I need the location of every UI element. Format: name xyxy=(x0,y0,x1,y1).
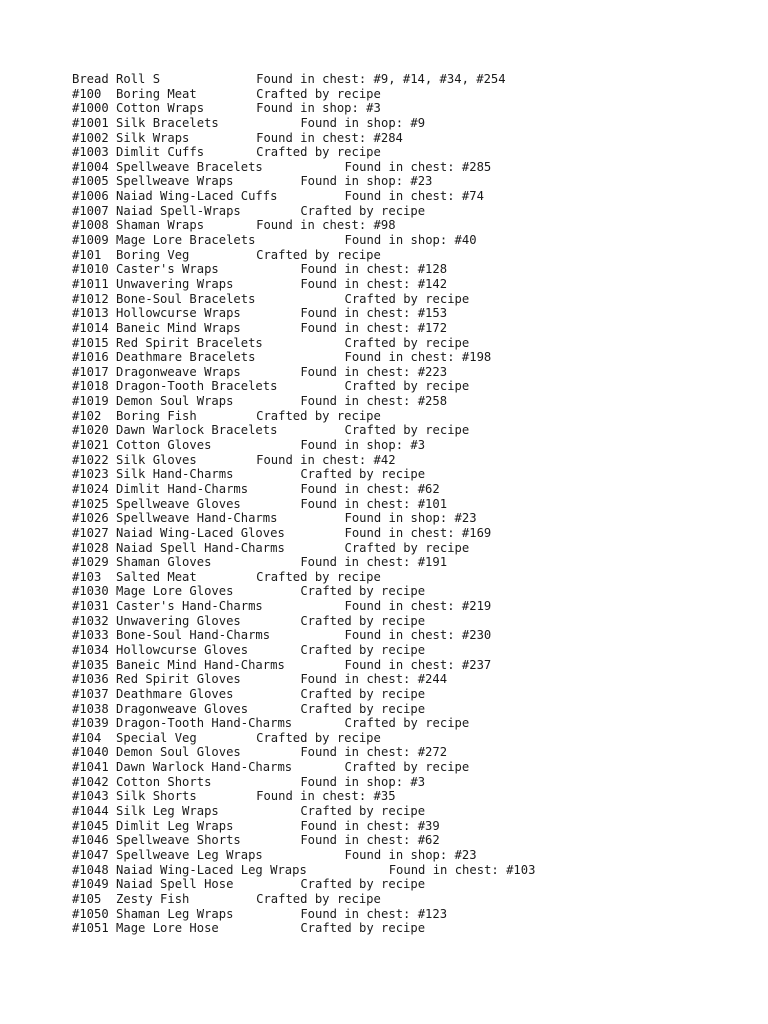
list-line xyxy=(72,248,752,263)
item-name: #1007 Naiad Spell-Wraps xyxy=(72,203,241,218)
list-line xyxy=(72,716,752,731)
item-name: #1037 Deathmare Gloves xyxy=(72,686,234,701)
item-source: Crafted by recipe xyxy=(344,540,470,555)
item-source: Found in shop: #23 xyxy=(344,847,477,862)
list-line xyxy=(72,687,752,702)
item-name: #1006 Naiad Wing-Laced Cuffs xyxy=(72,189,278,204)
item-source: Found in chest: #103 xyxy=(388,862,536,877)
item-name: #1002 Silk Wraps xyxy=(72,130,190,145)
item-name: #1022 Silk Gloves xyxy=(72,452,197,467)
item-name: #1018 Dragon-Tooth Bracelets xyxy=(72,379,278,394)
list-line xyxy=(72,819,752,834)
item-source: Found in shop: #40 xyxy=(344,233,477,248)
list-line xyxy=(72,848,752,863)
item-source: Found in shop: #3 xyxy=(300,774,426,789)
list-line xyxy=(72,511,752,526)
item-name: #1012 Bone-Soul Bracelets xyxy=(72,291,256,306)
list-line xyxy=(72,116,752,131)
list-line xyxy=(72,804,752,819)
list-line xyxy=(72,599,752,614)
list-line xyxy=(72,921,752,936)
list-line xyxy=(72,892,752,907)
item-source: Crafted by recipe xyxy=(344,716,470,731)
item-name: #1030 Mage Lore Gloves xyxy=(72,584,234,599)
item-source: Crafted by recipe xyxy=(344,760,470,775)
item-name: #1001 Silk Bracelets xyxy=(72,115,219,130)
item-source: Found in chest: #219 xyxy=(344,599,492,614)
item-source: Found in shop: #3 xyxy=(256,101,381,116)
item-source: Crafted by recipe xyxy=(344,335,470,350)
item-source: Crafted by recipe xyxy=(256,247,381,262)
item-source: Crafted by recipe xyxy=(300,686,426,701)
item-source: Found in chest: #285 xyxy=(344,159,492,174)
item-name: #103 Salted Meat xyxy=(72,569,197,584)
item-source: Crafted by recipe xyxy=(300,921,426,936)
item-source: Crafted by recipe xyxy=(344,291,470,306)
list-line xyxy=(72,262,752,277)
list-line xyxy=(72,87,752,102)
list-line xyxy=(72,658,752,673)
item-source: Crafted by recipe xyxy=(256,408,381,423)
item-name: #1005 Spellweave Wraps xyxy=(72,174,234,189)
item-name: #1023 Silk Hand-Charms xyxy=(72,467,234,482)
list-line xyxy=(72,584,752,599)
item-name: #1009 Mage Lore Bracelets xyxy=(72,233,256,248)
item-name: #1034 Hollowcurse Gloves xyxy=(72,642,249,657)
item-name: #1020 Dawn Warlock Bracelets xyxy=(72,423,278,438)
item-source: Found in shop: #3 xyxy=(300,438,426,453)
item-source: Found in chest: #258 xyxy=(300,394,448,409)
list-line xyxy=(72,907,752,922)
list-line xyxy=(72,101,752,116)
list-line xyxy=(72,555,752,570)
item-source: Found in chest: #153 xyxy=(300,306,448,321)
item-name: #1024 Dimlit Hand-Charms xyxy=(72,481,249,496)
item-name: #1041 Dawn Warlock Hand-Charms xyxy=(72,760,293,775)
list-line xyxy=(72,160,752,175)
item-name: #1019 Demon Soul Wraps xyxy=(72,394,234,409)
item-name: #1046 Spellweave Shorts xyxy=(72,833,241,848)
item-name: #1015 Red Spirit Bracelets xyxy=(72,335,263,350)
list-line xyxy=(72,702,752,717)
list-line xyxy=(72,409,752,424)
list-line xyxy=(72,745,752,760)
item-name: #1048 Naiad Wing-Laced Leg Wraps xyxy=(72,862,307,877)
item-name: #1043 Silk Shorts xyxy=(72,789,197,804)
item-source: Crafted by recipe xyxy=(300,642,426,657)
item-source: Found in chest: #74 xyxy=(344,189,484,204)
list-line xyxy=(72,365,752,380)
item-source: Crafted by recipe xyxy=(344,379,470,394)
list-line xyxy=(72,628,752,643)
item-source: Found in chest: #128 xyxy=(300,262,448,277)
item-name: #1042 Cotton Shorts xyxy=(72,774,212,789)
list-line xyxy=(72,833,752,848)
list-line xyxy=(72,233,752,248)
item-source: Crafted by recipe xyxy=(300,467,426,482)
item-source: Crafted by recipe xyxy=(256,891,381,906)
item-name: #1013 Hollowcurse Wraps xyxy=(72,306,241,321)
item-name: #100 Boring Meat xyxy=(72,86,197,101)
item-name: #1000 Cotton Wraps xyxy=(72,101,205,116)
list-line xyxy=(72,497,752,512)
item-source: Crafted by recipe xyxy=(256,730,381,745)
list-line xyxy=(72,877,752,892)
item-source: Found in shop: #23 xyxy=(344,511,477,526)
item-name: #1044 Silk Leg Wraps xyxy=(72,804,219,819)
item-source: Found in chest: #223 xyxy=(300,364,448,379)
item-name: #102 Boring Fish xyxy=(72,408,197,423)
item-name: #1025 Spellweave Gloves xyxy=(72,496,241,511)
item-name: #1016 Deathmare Bracelets xyxy=(72,350,256,365)
item-source: Found in chest: #123 xyxy=(300,906,448,921)
list-line xyxy=(72,863,752,878)
list-line xyxy=(72,760,752,775)
item-list-document xyxy=(72,72,752,936)
list-line xyxy=(72,189,752,204)
item-name: #1031 Caster's Hand-Charms xyxy=(72,599,263,614)
list-line xyxy=(72,379,752,394)
item-source: Crafted by recipe xyxy=(300,804,426,819)
list-line xyxy=(72,672,752,687)
list-line xyxy=(72,467,752,482)
item-name: #1003 Dimlit Cuffs xyxy=(72,145,205,160)
item-name: Bread Roll S xyxy=(72,72,161,86)
item-source: Found in chest: #198 xyxy=(344,350,492,365)
item-source: Found in chest: #172 xyxy=(300,320,448,335)
item-name: #1040 Demon Soul Gloves xyxy=(72,745,241,760)
item-source: Crafted by recipe xyxy=(300,701,426,716)
list-line xyxy=(72,731,752,746)
list-line xyxy=(72,131,752,146)
item-source: Found in chest: #98 xyxy=(256,218,396,233)
list-line xyxy=(72,526,752,541)
item-name: #1035 Baneic Mind Hand-Charms xyxy=(72,657,285,672)
item-name: #1011 Unwavering Wraps xyxy=(72,276,234,291)
item-source: Found in chest: #230 xyxy=(344,628,492,643)
list-line xyxy=(72,453,752,468)
item-name: #1032 Unwavering Gloves xyxy=(72,613,241,628)
item-source: Found in chest: #237 xyxy=(344,657,492,672)
item-source: Found in chest: #272 xyxy=(300,745,448,760)
item-source: Found in chest: #142 xyxy=(300,276,448,291)
item-name: #1029 Shaman Gloves xyxy=(72,555,212,570)
item-name: #1039 Dragon-Tooth Hand-Charms xyxy=(72,716,293,731)
list-line xyxy=(72,145,752,160)
item-name: #105 Zesty Fish xyxy=(72,891,190,906)
item-source: Found in chest: #62 xyxy=(300,833,440,848)
item-source: Crafted by recipe xyxy=(300,584,426,599)
item-name: #1028 Naiad Spell Hand-Charms xyxy=(72,540,285,555)
item-name: #1027 Naiad Wing-Laced Gloves xyxy=(72,525,285,540)
list-line xyxy=(72,350,752,365)
list-line xyxy=(72,423,752,438)
item-source: Found in chest: #39 xyxy=(300,818,440,833)
list-line xyxy=(72,306,752,321)
list-line xyxy=(72,541,752,556)
item-source: Found in shop: #9 xyxy=(300,115,426,130)
item-source: Found in chest: #284 xyxy=(256,130,403,145)
item-source: Crafted by recipe xyxy=(300,613,426,628)
item-source: Found in chest: #169 xyxy=(344,525,492,540)
item-source: Found in chest: #42 xyxy=(256,452,396,467)
list-line xyxy=(72,292,752,307)
list-line xyxy=(72,482,752,497)
list-line xyxy=(72,394,752,409)
item-name: #1038 Dragonweave Gloves xyxy=(72,701,249,716)
item-source: Found in chest: #244 xyxy=(300,672,448,687)
list-line xyxy=(72,277,752,292)
item-name: #1008 Shaman Wraps xyxy=(72,218,205,233)
item-name: #104 Special Veg xyxy=(72,730,197,745)
list-line xyxy=(72,72,752,87)
item-source: Found in chest: #9, #14, #34, #254 xyxy=(256,72,506,86)
item-source: Crafted by recipe xyxy=(300,203,426,218)
list-line xyxy=(72,321,752,336)
list-line xyxy=(72,174,752,189)
list-line xyxy=(72,204,752,219)
item-name: #1051 Mage Lore Hose xyxy=(72,921,219,936)
item-source: Crafted by recipe xyxy=(256,569,381,584)
item-source: Found in chest: #191 xyxy=(300,555,448,570)
item-name: #1026 Spellweave Hand-Charms xyxy=(72,511,278,526)
item-source: Crafted by recipe xyxy=(256,86,381,101)
item-name: #1010 Caster's Wraps xyxy=(72,262,219,277)
item-source: Crafted by recipe xyxy=(344,423,470,438)
list-line xyxy=(72,438,752,453)
item-name: #1033 Bone-Soul Hand-Charms xyxy=(72,628,271,643)
item-source: Found in chest: #101 xyxy=(300,496,448,511)
list-line xyxy=(72,789,752,804)
item-name: #1049 Naiad Spell Hose xyxy=(72,877,234,892)
item-source: Crafted by recipe xyxy=(256,145,381,160)
item-name: #1004 Spellweave Bracelets xyxy=(72,159,263,174)
item-name: #1017 Dragonweave Wraps xyxy=(72,364,241,379)
item-name: #101 Boring Veg xyxy=(72,247,190,262)
list-line xyxy=(72,570,752,585)
item-name: #1047 Spellweave Leg Wraps xyxy=(72,847,263,862)
item-name: #1050 Shaman Leg Wraps xyxy=(72,906,234,921)
item-source: Found in shop: #23 xyxy=(300,174,433,189)
item-name: #1021 Cotton Gloves xyxy=(72,438,212,453)
list-line xyxy=(72,218,752,233)
item-source: Found in chest: #35 xyxy=(256,789,396,804)
list-line xyxy=(72,614,752,629)
item-name: #1014 Baneic Mind Wraps xyxy=(72,320,241,335)
item-source: Found in chest: #62 xyxy=(300,481,440,496)
item-name: #1045 Dimlit Leg Wraps xyxy=(72,818,234,833)
item-name: #1036 Red Spirit Gloves xyxy=(72,672,241,687)
list-line xyxy=(72,775,752,790)
list-line xyxy=(72,336,752,351)
list-line xyxy=(72,643,752,658)
item-source: Crafted by recipe xyxy=(300,877,426,892)
